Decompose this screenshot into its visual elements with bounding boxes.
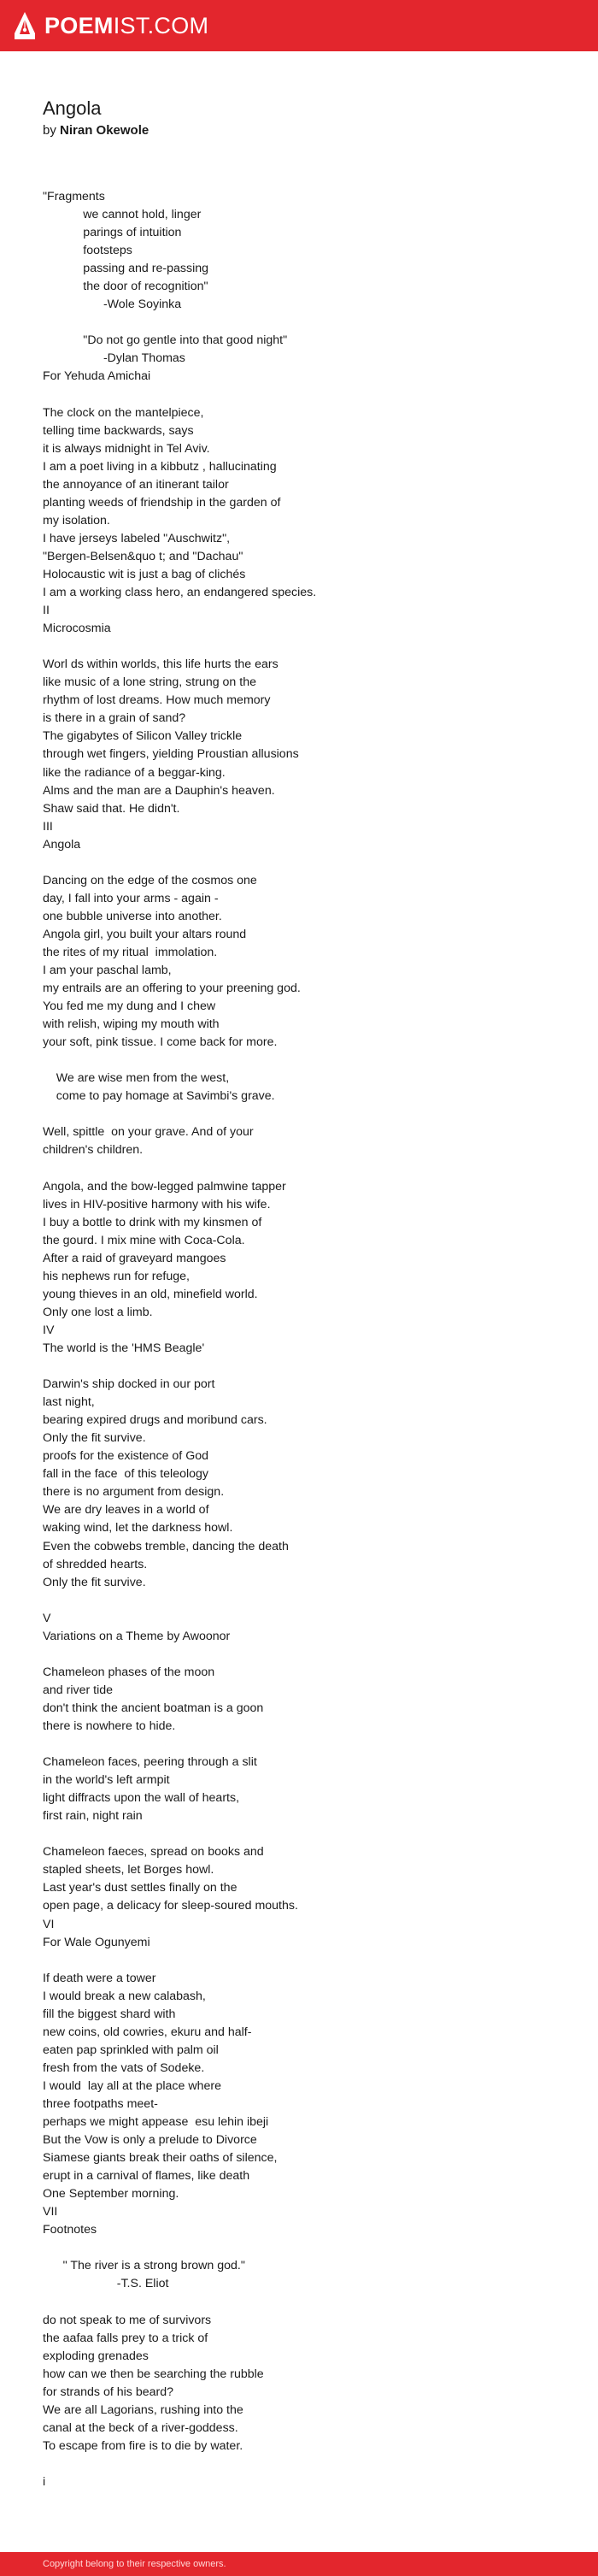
- poem-line: [43, 1592, 555, 1610]
- poem-line: [43, 854, 555, 872]
- poem-line: IV: [43, 1323, 55, 1337]
- poem-line: stapled sheets, let Borges howl.: [43, 1863, 214, 1877]
- poem-line: [43, 2239, 555, 2257]
- poem-line: V: [43, 1611, 51, 1625]
- poem-line: [43, 314, 555, 332]
- poem-line: The world is the 'HMS Beagle': [43, 1341, 205, 1355]
- poem-line: I am a poet living in a kibbutz , hallucinating: [43, 459, 277, 474]
- poem-line: canal at the beck of a river-goddess.: [43, 2420, 238, 2435]
- poem-line: I buy a bottle to drink with my kinsmen of: [43, 1215, 262, 1229]
- poem-line: last night,: [43, 1395, 95, 1410]
- poem-title: Angola: [43, 97, 102, 119]
- poem-header: [43, 96, 555, 140]
- poem-line: footsteps: [43, 244, 132, 258]
- poem-line: Alms and the man are a Dauphin's heaven.: [43, 783, 275, 798]
- poem-line: [43, 386, 555, 404]
- poem-line: [43, 1952, 555, 1970]
- poem-line: my isolation.: [43, 513, 110, 528]
- poem-line: VII: [43, 2205, 58, 2219]
- poem-line: come to pay homage at Savimbi's grave.: [43, 1089, 275, 1104]
- poem-line: fresh from the vats of Sodeke.: [43, 2060, 205, 2075]
- poem-line: do not speak to me of survivors: [43, 2313, 212, 2327]
- poem-line: Only the fit survive.: [43, 1431, 146, 1446]
- poem-line: the rites of my ritual immolation.: [43, 945, 218, 959]
- poem-line: my entrails are an offering to your preening god.: [43, 981, 301, 996]
- poem-line: Siamese giants break their oaths of silence,: [43, 2151, 278, 2166]
- poem-line: new coins, old cowries, ekuru and half-: [43, 2025, 252, 2039]
- poem-line: first rain, night rain: [43, 1809, 143, 1824]
- poem-line: like music of a lone string, strung on the: [43, 675, 256, 690]
- poem-line: You fed me my dung and I chew: [43, 999, 216, 1014]
- poem-line: [43, 1105, 555, 1123]
- poem-line: fill the biggest shard with: [43, 2007, 176, 2021]
- poem-line: Angola: [43, 837, 81, 852]
- poem-line: "Fragments: [43, 190, 105, 203]
- poem-line: I am a working class hero, an endangered species.: [43, 586, 317, 600]
- poem-line: light diffracts upon the wall of hearts,: [43, 1791, 240, 1806]
- poem-line: Only the fit survive.: [43, 1575, 146, 1589]
- poem-line: Worl ds within worlds, this life hurts the ears: [43, 657, 278, 672]
- poem-line: Shaw said that. He didn't.: [43, 801, 180, 816]
- poem-line: If death were a tower: [43, 1971, 156, 1985]
- poem-line: waking wind, let the darkness howl.: [43, 1521, 233, 1536]
- poem-line: we cannot hold, linger: [43, 208, 202, 222]
- poem-line: fall in the face of this teleology: [43, 1467, 209, 1482]
- poem-line: one bubble universe into another.: [43, 909, 222, 923]
- poem-line: telling time backwards, says: [43, 423, 194, 438]
- poem-line: passing and re-passing: [43, 262, 208, 276]
- poem-line: through wet fingers, yielding Proustian allusions: [43, 747, 299, 762]
- poem-line: three footpaths meet-: [43, 2096, 158, 2111]
- poem-line: "Bergen-Belsen&quo t; and "Dachau": [43, 549, 243, 563]
- poem-line: I would lay all at the place where: [43, 2078, 221, 2093]
- poem-line: Darwin's ship docked in our port: [43, 1377, 215, 1392]
- logo-bold: POEM: [44, 13, 114, 38]
- poem-line: The clock on the mantelpiece,: [43, 405, 204, 420]
- byline-prefix: by: [43, 123, 61, 138]
- poem-line: don't think the ancient boatman is a goon: [43, 1701, 264, 1715]
- copyright-text: Copyright belong to their respective owners.: [43, 2559, 226, 2569]
- poem-line: Last year's dust settles finally on the: [43, 1881, 237, 1895]
- poem-line: is there in a grain of sand?: [43, 711, 186, 726]
- poem-line: [43, 1825, 555, 1843]
- poem-line: -Dylan Thomas: [43, 351, 185, 366]
- poem-line: [43, 1736, 555, 1754]
- poem-line: Angola, and the bow-legged palmwine tapper: [43, 1179, 286, 1194]
- poem-line: We are wise men from the west,: [43, 1071, 230, 1086]
- poem-line: parings of intuition: [43, 226, 182, 240]
- poem-line: But the Vow is only a prelude to Divorce: [43, 2133, 257, 2148]
- poem-line: "Do not go gentle into that good night": [43, 333, 288, 348]
- poem-line: Even the cobwebs tremble, dancing the death: [43, 1539, 289, 1553]
- poem-line: After a raid of graveyard mangoes: [43, 1251, 226, 1265]
- byline: [43, 121, 555, 140]
- poem-line: in the world's left armpit: [43, 1773, 170, 1788]
- site-footer: [0, 2552, 598, 2576]
- poem-line: To escape from fire is to die by water.: [43, 2438, 243, 2453]
- poem-line: For Yehuda Amichai: [43, 369, 151, 384]
- poem-line: Dancing on the edge of the cosmos one: [43, 873, 257, 887]
- poem-line: We are dry leaves in a world of: [43, 1503, 209, 1518]
- poem-line: [43, 2455, 555, 2473]
- poem-line: perhaps we might appease esu lehin ibeji: [43, 2115, 269, 2130]
- site-header: [0, 0, 598, 51]
- poem-line: Chameleon phases of the moon: [43, 1665, 215, 1679]
- poem-line: [43, 1358, 555, 1376]
- poem-line: -Wole Soyinka: [43, 298, 182, 312]
- poem-line: Angola girl, you built your altars round: [43, 927, 247, 941]
- poem-line: Well, spittle on your grave. And of your: [43, 1125, 254, 1140]
- poem-line: lives in HIV-positive harmony with his wife.: [43, 1197, 271, 1211]
- poem-line: [43, 2293, 555, 2311]
- poem-line: his nephews run for refuge,: [43, 1269, 190, 1283]
- poem-line: [43, 1646, 555, 1664]
- poem-line: and river tide: [43, 1683, 114, 1697]
- poem-line: -T.S. Eliot: [43, 2277, 169, 2291]
- poem-line: Holocaustic wit is just a bag of clichés: [43, 567, 246, 581]
- poem-line: We are all Lagorians, rushing into the: [43, 2402, 243, 2417]
- poem-line: Variations on a Theme by Awoonor: [43, 1629, 231, 1643]
- poem-line: erupt in a carnival of flames, like death: [43, 2169, 250, 2184]
- poem-line: young thieves in an old, minefield world.: [43, 1287, 258, 1301]
- poem-line: day, I fall into your arms - again -: [43, 891, 219, 905]
- poem-line: Microcosmia: [43, 622, 111, 636]
- poem-line: III: [43, 819, 53, 834]
- poem-line: your soft, pink tissue. I come back for more.: [43, 1035, 278, 1050]
- poem-line: planting weeds of friendship in the garden of: [43, 495, 281, 510]
- logo-rest: IST.COM: [113, 13, 209, 38]
- poem-line: Footnotes: [43, 2223, 97, 2237]
- author-link[interactable]: Niran Okewole: [60, 123, 150, 138]
- poem-line: exploding grenades: [43, 2349, 149, 2363]
- site-logo-text: [44, 10, 208, 41]
- poem-line: the door of recognition": [43, 280, 208, 294]
- poem-line: the gourd. I mix mine with Coca-Cola.: [43, 1233, 245, 1247]
- poem-line: how can we then be searching the rubble: [43, 2367, 264, 2381]
- poem-line: I am your paschal lamb,: [43, 964, 172, 978]
- poem-line: I have jerseys labeled "Auschwitz",: [43, 531, 231, 545]
- poem-line: children's children.: [43, 1143, 144, 1158]
- poem-line: with relish, wiping my mouth with: [43, 1017, 220, 1032]
- poem-line: the annoyance of an itinerant tailor: [43, 477, 229, 492]
- poem-line: open page, a delicacy for sleep-soured mouths.: [43, 1899, 298, 1913]
- poem-line: Only one lost a limb.: [43, 1305, 153, 1319]
- poem-line: Chameleon faces, peering through a slit: [43, 1755, 257, 1770]
- poem-line: Chameleon faeces, spread on books and: [43, 1845, 264, 1860]
- poem-line: like the radiance of a beggar-king.: [43, 765, 226, 780]
- poem-line: it is always midnight in Tel Aviv.: [43, 441, 210, 456]
- poem-line: II: [43, 604, 50, 618]
- poem-line: One September morning.: [43, 2187, 179, 2202]
- poem-line: i: [43, 2474, 46, 2489]
- poem-line: proofs for the existence of God: [43, 1449, 209, 1464]
- poem-line: The gigabytes of Silicon Valley trickle: [43, 729, 243, 744]
- poem-line: VI: [43, 1917, 55, 1931]
- poem-line: [43, 1160, 555, 1178]
- site-logo[interactable]: [14, 10, 208, 41]
- poem-line: eaten pap sprinkled with palm oil: [43, 2043, 219, 2057]
- poem-line: rhythm of lost dreams. How much memory: [43, 693, 271, 708]
- poem-line: the aafaa falls prey to a trick of: [43, 2331, 208, 2345]
- poem-body: [43, 188, 555, 2491]
- ink-pen-nib-icon: [14, 11, 36, 40]
- poem-line: there is no argument from design.: [43, 1485, 225, 1500]
- poem-line: of shredded hearts.: [43, 1557, 148, 1571]
- poem-line: [43, 1052, 555, 1070]
- poem-line: bearing expired drugs and moribund cars.: [43, 1413, 267, 1428]
- poem-line: [43, 638, 555, 656]
- poem-line: For Wale Ogunyemi: [43, 1935, 150, 1949]
- poem-line: " The river is a strong brown god.": [43, 2259, 245, 2273]
- poem-line: I would break a new calabash,: [43, 1989, 206, 2003]
- poem-line: for strands of his beard?: [43, 2384, 173, 2399]
- poem-line: there is nowhere to hide.: [43, 1718, 176, 1733]
